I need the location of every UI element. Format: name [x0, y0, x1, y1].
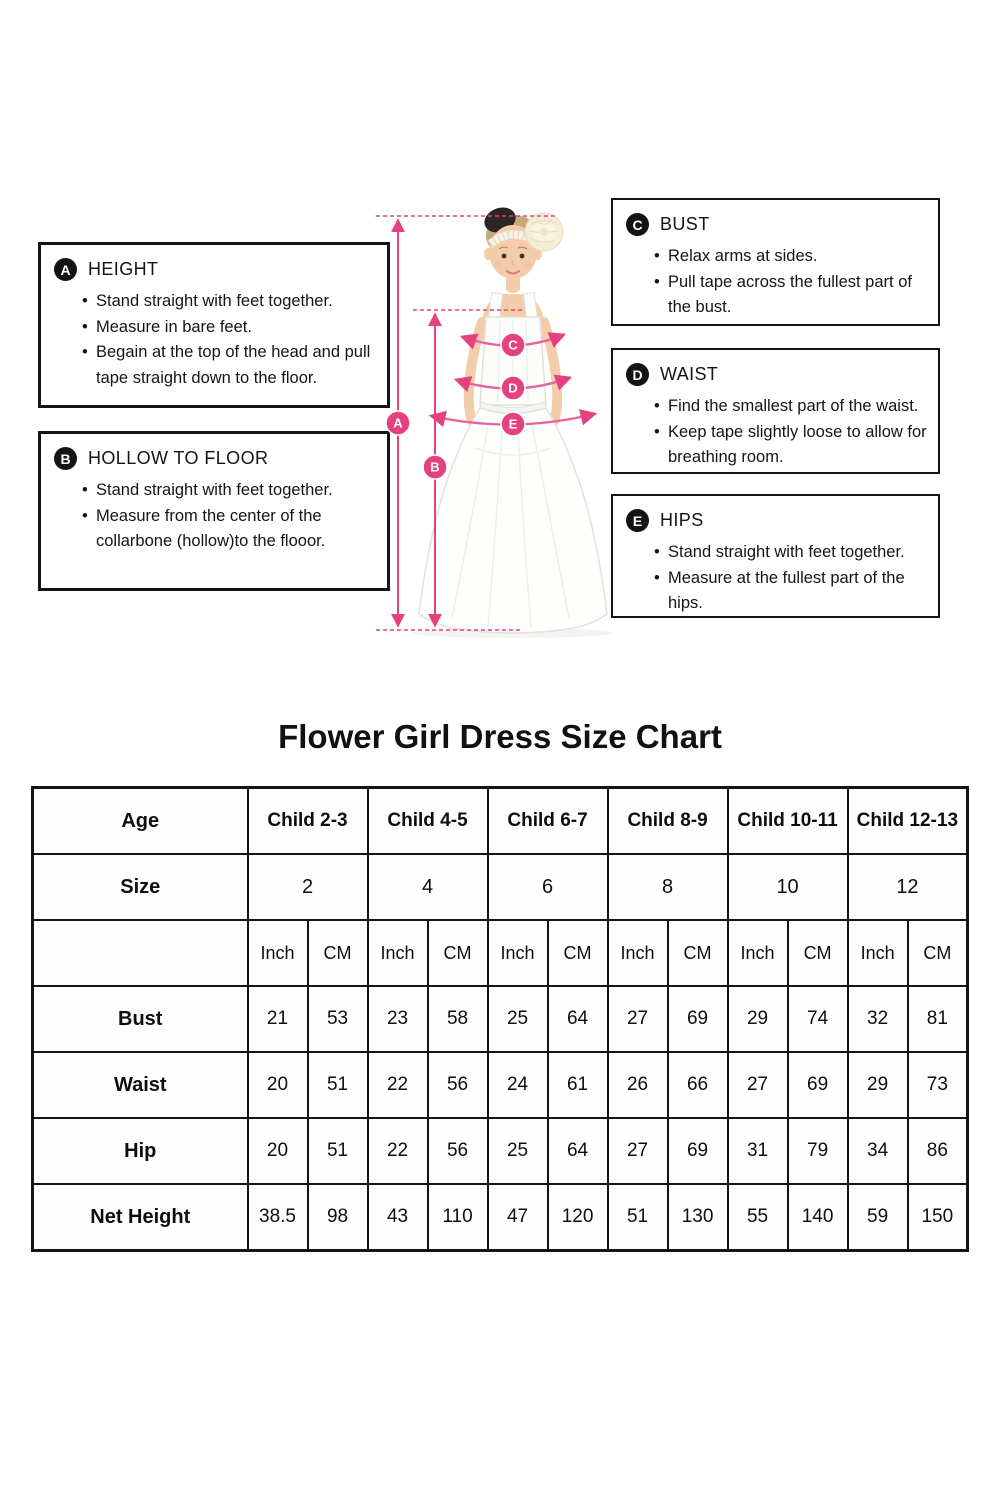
measurement-row — [33, 1052, 968, 1118]
hair-flower — [525, 213, 563, 251]
size-chart — [31, 786, 969, 1252]
measurement-label: Net Height — [33, 1184, 248, 1251]
unit-header-inch: Inch — [848, 920, 908, 986]
age-col-header: Child 4-5 — [368, 788, 488, 855]
measurement-value: 73 — [908, 1052, 968, 1118]
age-row — [33, 788, 968, 855]
measurement-value: 61 — [548, 1052, 608, 1118]
measurement-value: 51 — [608, 1184, 668, 1251]
measurement-value: 98 — [308, 1184, 368, 1251]
measurement-value: 110 — [428, 1184, 488, 1251]
measurement-value: 140 — [788, 1184, 848, 1251]
measurement-value: 53 — [308, 986, 368, 1052]
instruction-box-height — [38, 242, 390, 408]
measurement-value: 55 — [728, 1184, 788, 1251]
measurement-value: 74 — [788, 986, 848, 1052]
measurement-label: Bust — [33, 986, 248, 1052]
measurement-label: Hip — [33, 1118, 248, 1184]
size-row-label: Size — [33, 854, 248, 920]
measurement-value: 86 — [908, 1118, 968, 1184]
measurement-value: 56 — [428, 1052, 488, 1118]
badge-letter: B — [60, 450, 71, 467]
measurement-value: 20 — [248, 1052, 308, 1118]
instruction-bullet: • Begain at the top of the head and pull tape straight down to the floor. — [82, 340, 377, 391]
unit-header-inch: Inch — [608, 920, 668, 986]
instruction-bullet: • Stand straight with feet together. — [654, 540, 928, 566]
measurement-value: 69 — [788, 1052, 848, 1118]
measurement-figure — [360, 190, 680, 670]
instruction-bullet: • Measure at the fullest part of the hips. — [654, 566, 928, 617]
badge-letter: E — [632, 512, 643, 529]
box-title: HOLLOW TO FLOOR — [88, 448, 269, 468]
size-value: 6 — [488, 854, 608, 920]
instruction-bullet: • Stand straight with feet together. — [82, 478, 377, 504]
measurement-value: 47 — [488, 1184, 548, 1251]
measurement-value: 20 — [248, 1118, 308, 1184]
unit-header-inch: Inch — [368, 920, 428, 986]
unit-header-cm: CM — [908, 920, 968, 986]
marker-b-letter: B — [430, 459, 440, 475]
age-col-header: Child 6-7 — [488, 788, 608, 855]
age-col-header: Child 2-3 — [248, 788, 368, 855]
measurement-value: 120 — [548, 1184, 608, 1251]
measurement-value: 38.5 — [248, 1184, 308, 1251]
age-col-header: Child 8-9 — [608, 788, 728, 855]
measurement-value: 29 — [848, 1052, 908, 1118]
measurement-row — [33, 1184, 968, 1251]
instruction-box-header — [41, 434, 387, 470]
measurement-value: 69 — [668, 1118, 728, 1184]
measurement-value: 34 — [848, 1118, 908, 1184]
measurement-value: 66 — [668, 1052, 728, 1118]
letter-badge-b — [54, 447, 77, 470]
unit-row — [33, 920, 968, 986]
unit-header-cm: CM — [308, 920, 368, 986]
size-value: 4 — [368, 854, 488, 920]
size-value: 8 — [608, 854, 728, 920]
unit-header-cm: CM — [668, 920, 728, 986]
unit-header-cm: CM — [428, 920, 488, 986]
measurement-value: 24 — [488, 1052, 548, 1118]
measurement-guide — [0, 0, 1000, 705]
instruction-bullet: • Keep tape slightly loose to allow for breathing room. — [654, 420, 928, 471]
measurement-value: 27 — [608, 1118, 668, 1184]
measurement-value: 29 — [728, 986, 788, 1052]
unit-row-spacer — [33, 920, 248, 986]
age-col-header: Child 12-13 — [848, 788, 968, 855]
measurement-value: 51 — [308, 1118, 368, 1184]
measurement-value: 32 — [848, 986, 908, 1052]
marker-e-letter: E — [508, 416, 518, 432]
instruction-list — [41, 478, 387, 555]
size-row — [33, 854, 968, 920]
box-title: HEIGHT — [88, 259, 159, 279]
measurement-value: 51 — [308, 1052, 368, 1118]
measurement-value: 27 — [728, 1052, 788, 1118]
badge-letter: A — [60, 261, 71, 278]
measurement-value: 64 — [548, 1118, 608, 1184]
measurement-value: 58 — [428, 986, 488, 1052]
instruction-bullet: • Relax arms at sides. — [654, 244, 928, 270]
measurement-label: Waist — [33, 1052, 248, 1118]
instruction-bullet: • Measure from the center of the collarbone (hollow)to the flooor. — [82, 504, 377, 555]
measurement-value: 25 — [488, 1118, 548, 1184]
unit-header-cm: CM — [788, 920, 848, 986]
letter-badge-a — [54, 258, 77, 281]
measurement-value: 21 — [248, 986, 308, 1052]
instruction-box-header — [41, 245, 387, 281]
measurement-value: 130 — [668, 1184, 728, 1251]
measurement-value: 56 — [428, 1118, 488, 1184]
unit-header-inch: Inch — [488, 920, 548, 986]
box-title: HIPS — [660, 510, 704, 530]
measurement-row — [33, 1118, 968, 1184]
size-value: 10 — [728, 854, 848, 920]
instruction-bullet: • Pull tape across the fullest part of the bust. — [654, 270, 928, 321]
instruction-box-hollow-to-floor — [38, 431, 390, 591]
marker-c-letter: C — [508, 337, 518, 353]
measurement-value: 150 — [908, 1184, 968, 1251]
badge-letter: C — [632, 216, 643, 233]
size-value: 12 — [848, 854, 968, 920]
measurement-value: 64 — [548, 986, 608, 1052]
measurement-value: 26 — [608, 1052, 668, 1118]
measurement-row — [33, 986, 968, 1052]
badge-letter: D — [632, 366, 643, 383]
dress-skirt — [419, 408, 607, 633]
measurement-value: 25 — [488, 986, 548, 1052]
unit-header-inch: Inch — [248, 920, 308, 986]
instruction-list — [41, 289, 387, 392]
measurement-value: 27 — [608, 986, 668, 1052]
measurement-value: 43 — [368, 1184, 428, 1251]
age-col-header: Child 10-11 — [728, 788, 848, 855]
instruction-bullet: • Measure in bare feet. — [82, 315, 377, 341]
measurement-value: 31 — [728, 1118, 788, 1184]
left-arm — [469, 322, 482, 421]
size-chart-table — [31, 786, 969, 1252]
unit-header-cm: CM — [548, 920, 608, 986]
size-value: 2 — [248, 854, 368, 920]
measurement-value: 59 — [848, 1184, 908, 1251]
chart-title: Flower Girl Dress Size Chart — [278, 718, 722, 755]
measurement-value: 69 — [668, 986, 728, 1052]
box-title: BUST — [660, 214, 710, 234]
measurement-value: 22 — [368, 1052, 428, 1118]
marker-a-letter: A — [393, 415, 403, 431]
age-row-label: Age — [33, 788, 248, 855]
unit-header-inch: Inch — [728, 920, 788, 986]
measurement-value: 23 — [368, 986, 428, 1052]
measurement-value: 22 — [368, 1118, 428, 1184]
instruction-bullet: • Find the smallest part of the waist. — [654, 394, 928, 420]
box-title: WAIST — [660, 364, 719, 384]
instruction-bullet: • Stand straight with feet together. — [82, 289, 377, 315]
measurement-value: 81 — [908, 986, 968, 1052]
marker-d-letter: D — [508, 380, 518, 396]
measurement-value: 79 — [788, 1118, 848, 1184]
